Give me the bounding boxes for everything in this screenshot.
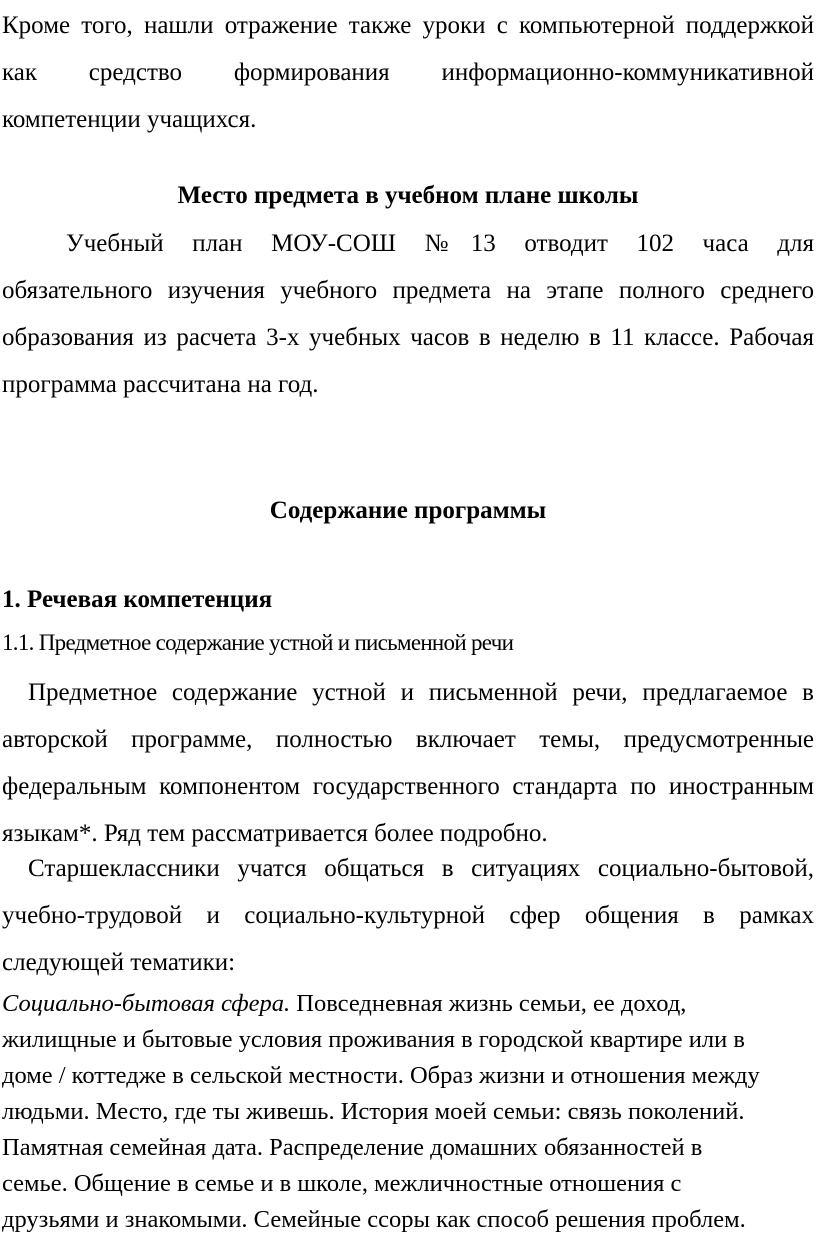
text-line: Учебный план МОУ-СОШ №13 отводит 102 часа для (66, 230, 814, 257)
text-line: следующей тематики: (2, 949, 236, 976)
sphere-text: Повседневная жизнь семьи, ее доход, (290, 990, 687, 1017)
text-line: доме / коттедже в сельской местности. Образ жизни и отношения между (2, 1062, 760, 1089)
place-paragraph (2, 220, 814, 408)
text-line: жилищные и бытовые условия проживания в городской квартире или в (2, 1026, 745, 1053)
sphere-label: Социально-бытовая сфера. (2, 990, 291, 1017)
text-line: Памятная семейная дата. Распределение домашних обязанностей в (2, 1134, 703, 1161)
text-line: обязательного изучения учебного предмета на этапе полного среднего (2, 277, 814, 304)
intro-paragraph (2, 2, 814, 143)
text-line: программа рассчитана на год. (2, 371, 319, 398)
subsubheading-subject-content: 1.1. Предметное содержание устной и письменной речи (2, 630, 514, 655)
text-line: семье. Общение в семье и в школе, межличностные отношения с (2, 1170, 682, 1197)
text-line: как средство формирования информационно-коммуникативной (2, 59, 814, 86)
text-line: Старшеклассники учатся общаться в ситуациях социально-бытовой, (28, 855, 814, 882)
text-line: друзьями и знакомыми. Семейные ссоры как способ решения проблем. (2, 1206, 746, 1233)
text-line: авторской программе, полностью включает темы, предусмотренные (2, 726, 814, 753)
text-line: людьми. Место, где ты живешь. История моей семьи: связь поколений. (2, 1098, 745, 1125)
text-line: Кроме того, нашли отражение также уроки с компьютерной поддержкой (2, 12, 814, 39)
text-line: компетенции учащихся. (2, 106, 257, 133)
content-paragraph-2 (2, 845, 814, 986)
text-line: Предметное содержание устной и письменной речи, предлагаемое в (28, 679, 814, 706)
text-line: федеральным компонентом государственного стандарта по иностранным (2, 773, 814, 800)
text-line: языкам*. Ряд тем рассматривается более подробно. (2, 820, 548, 847)
subheading-speech-competence: 1. Речевая компетенция (2, 586, 273, 613)
content-paragraph-3 (2, 986, 814, 1238)
text-line: образования из расчета 3-х учебных часов в неделю в 11 классе. Рабочая (2, 324, 814, 351)
text-line (2, 986, 814, 1022)
section-heading-place: Место предмета в учебном плане школы (177, 182, 639, 209)
content-paragraph-1 (2, 669, 814, 857)
section-heading-content: Содержание программы (269, 497, 547, 524)
text-line: учебно-трудовой и социально-культурной сфер общения в рамках (2, 902, 814, 929)
